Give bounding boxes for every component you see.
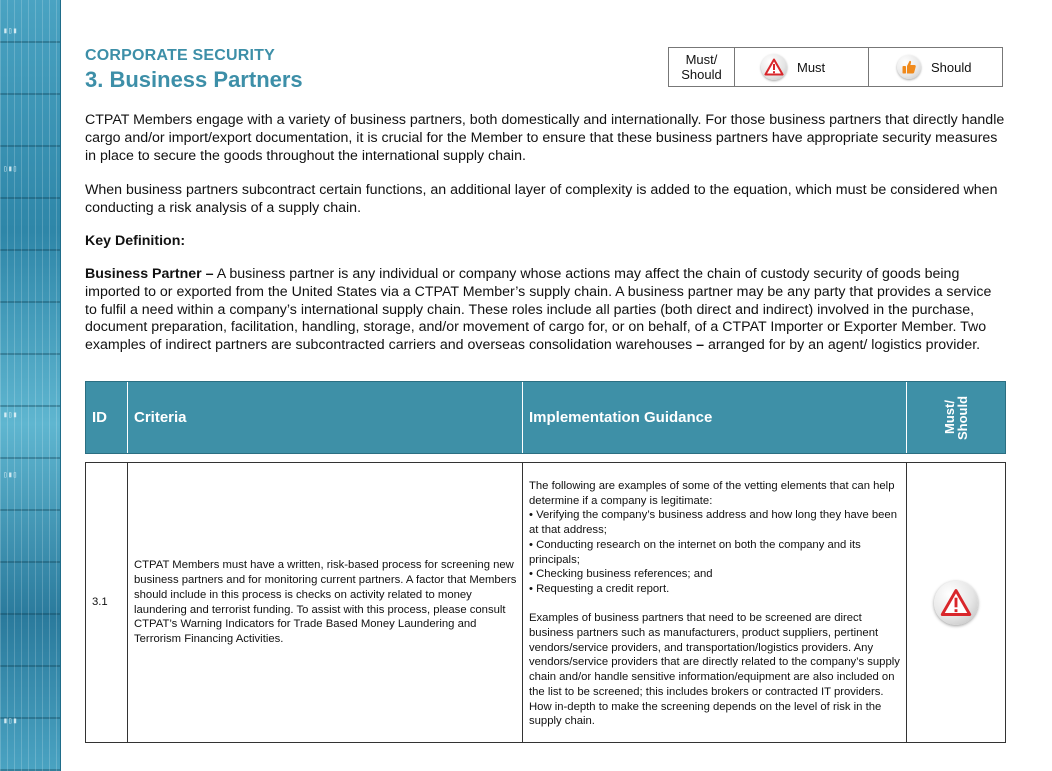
legend-must-label: Must — [797, 59, 826, 75]
row-criteria: CTPAT Members must have a written, risk-based process for screening new business partners and for monitoring current partners. A factor that Members should include in this process is checks on activity related to money laundering and terrorist funding. To assist with this process, please consult CTPAT’s Warning Indicators for Trade Based Money Laundering and Terrorism Financing Activities. — [128, 463, 523, 742]
legend-should-label: Should — [931, 59, 972, 75]
row-must-should — [907, 463, 1005, 742]
guidance-intro: The following are examples of some of the vetting elements that can help determine if a company is legitimate: — [529, 480, 895, 507]
guidance-bullet: • Checking business references; and — [529, 568, 713, 581]
container-photo-strip — [0, 0, 61, 771]
guidance-examples: Examples of business partners that need to be screened are direct business partners such as manufacturers, product suppliers, pertinent vendors/service providers, and transportation/logistics providers. Any vendors/service providers that are directly related to the company’s supply chain and/or handle sensitive information/equipment are also included on the list to be screened; this includes brokers or contracted IT providers. How in-depth to make the screening depends on the level of risk in the supply chain. — [529, 612, 900, 728]
guidance-bullet: • Verifying the company’s business address and how long they have been at that address; — [529, 509, 897, 537]
guidance-bullet: • Requesting a credit report. — [529, 582, 670, 595]
must-should-legend — [668, 47, 1003, 87]
business-partner-definition: Business Partner – A business partner is any individual or company whose actions may affect the chain of custody security of goods being imported to or exported from the United States via a CTPAT Member’s supply chain. A business partner may be any party that provides a service to fulfil a need within a company’s international supply chain. These roles include all parties (both direct and indirect) involved in the purchase, document preparation, facilitation, handling, storage, and/or movement of cargo for, or on behalf, of a CTPAT Importer or Exporter Member. Two examples of indirect partners are subcontracted carriers and overseas consolidation warehouses – arranged for by an agent/ logistics provider. — [85, 266, 992, 354]
table-header — [85, 381, 1006, 454]
column-header-id: ID — [86, 382, 128, 453]
intro-paragraph: CTPAT Members engage with a variety of business partners, both domestically and internationally. For those business partners that directly handle cargo and/or import/export documentation, it is crucial for the Member to ensure that these business partners have appropriate security measures in place to secure the goods throughout the international supply chain. — [85, 112, 1005, 164]
page-title: 3. Business Partners — [85, 67, 303, 92]
guidance-bullet: • Conducting research on the internet on both the company and its principals; — [529, 538, 861, 566]
legend-must — [735, 48, 869, 86]
table-row — [85, 462, 1006, 743]
column-header-guidance: Implementation Guidance — [523, 382, 907, 453]
row-id: 3.1 — [86, 463, 128, 742]
decor-mark: ▯▮▯ — [3, 164, 18, 173]
key-definition-heading: Key Definition: — [85, 233, 186, 249]
decor-mark: ▮▯▮ — [3, 410, 18, 419]
legend-should — [869, 48, 1002, 86]
legend-heading: Must/ Should — [669, 48, 735, 86]
column-header-must-should: Must/ Should — [942, 395, 970, 440]
thumbs-up-icon — [897, 55, 921, 79]
definition-term: Business Partner – — [85, 266, 214, 282]
subcontract-paragraph: When business partners subcontract certain functions, an additional layer of complexity is added to the equation, which must be considered when conducting a risk analysis of a supply chain. — [85, 182, 998, 216]
row-guidance — [523, 463, 907, 742]
decor-mark: ▮▯▮ — [3, 716, 18, 725]
decor-mark: ▮▯▮ — [3, 26, 18, 35]
column-header-criteria: Criteria — [128, 382, 523, 453]
warning-triangle-icon — [761, 54, 787, 80]
decor-mark: ▯▮▯ — [3, 470, 18, 479]
section-label: CORPORATE SECURITY — [85, 47, 275, 64]
warning-triangle-icon — [934, 581, 978, 625]
